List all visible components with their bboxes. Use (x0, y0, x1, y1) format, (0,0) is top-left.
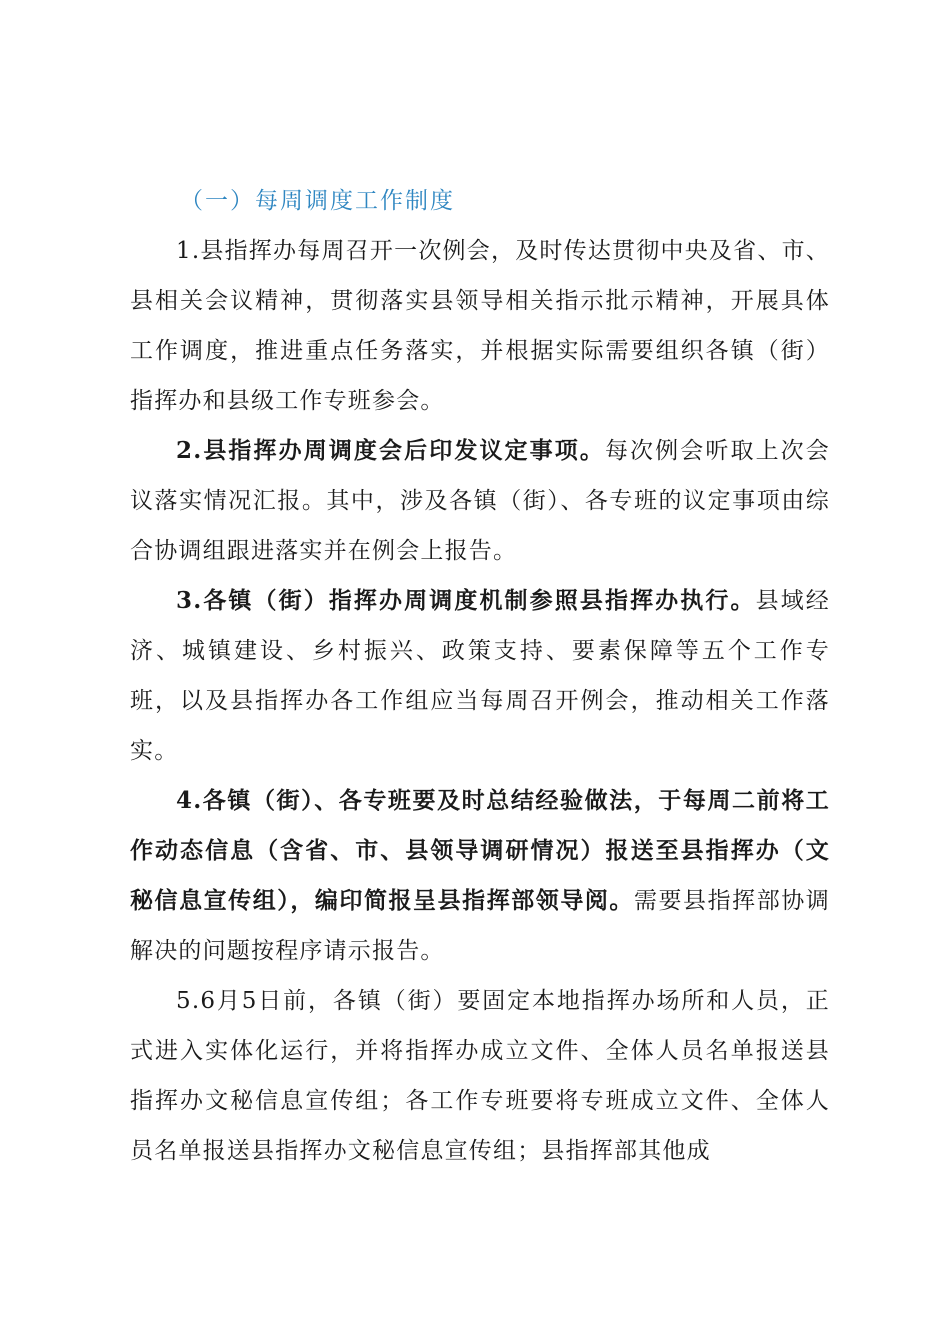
paragraph-text: 每次例会听取上次会议落实情况汇报。其中，涉及各镇（街）、各专班的议定事项由综合协调组跟进落实并在例会上报告。 (130, 438, 830, 564)
paragraph-text: 5.6月5日前，各镇（街）要固定本地指挥办场所和人员，正式进入实体化运行，并将指挥办成立文件、全体人员名单报送县指挥办文秘信息宣传组；各工作专班要将专班成立文件、全体人员名单报送县指挥办文秘信息宣传组；县指挥部其他成 (130, 988, 830, 1164)
paragraph-text: 1.县指挥办每周召开一次例会，及时传达贯彻中央及省、市、县相关会议精神，贯彻落实县领导相关指示批示精神，开展具体工作调度，推进重点任务落实，并根据实际需要组织各镇（街）指挥办和县级工作专班参会。 (130, 238, 830, 414)
paragraph-lead: 3.各镇（街）指挥办周调度机制参照县指挥办执行。 (176, 587, 756, 614)
document-body (130, 176, 830, 1176)
paragraph-lead: 2.县指挥办周调度会后印发议定事项。 (176, 437, 605, 464)
paragraph-lead: 4.各镇（街）、各专班要及时总结经验做法，于每周二前将工作动态信息（含省、市、县领导调研情况）报送至县指挥办（文秘信息宣传组），编印简报呈县指挥部领导阅。 (130, 787, 830, 914)
paragraph-text: 需要县指挥部协调解决的问题按程序请示报告。 (130, 888, 830, 964)
paragraph-5 (130, 976, 830, 1176)
paragraph-3 (130, 576, 830, 776)
paragraph-2 (130, 426, 830, 576)
paragraph-4 (130, 776, 830, 976)
paragraph-text: 县域经济、城镇建设、乡村振兴、政策支持、要素保障等五个工作专班，以及县指挥办各工作组应当每周召开例会，推动相关工作落实。 (130, 588, 831, 764)
paragraph-1 (130, 226, 830, 426)
section-heading: （一）每周调度工作制度 (180, 188, 455, 214)
